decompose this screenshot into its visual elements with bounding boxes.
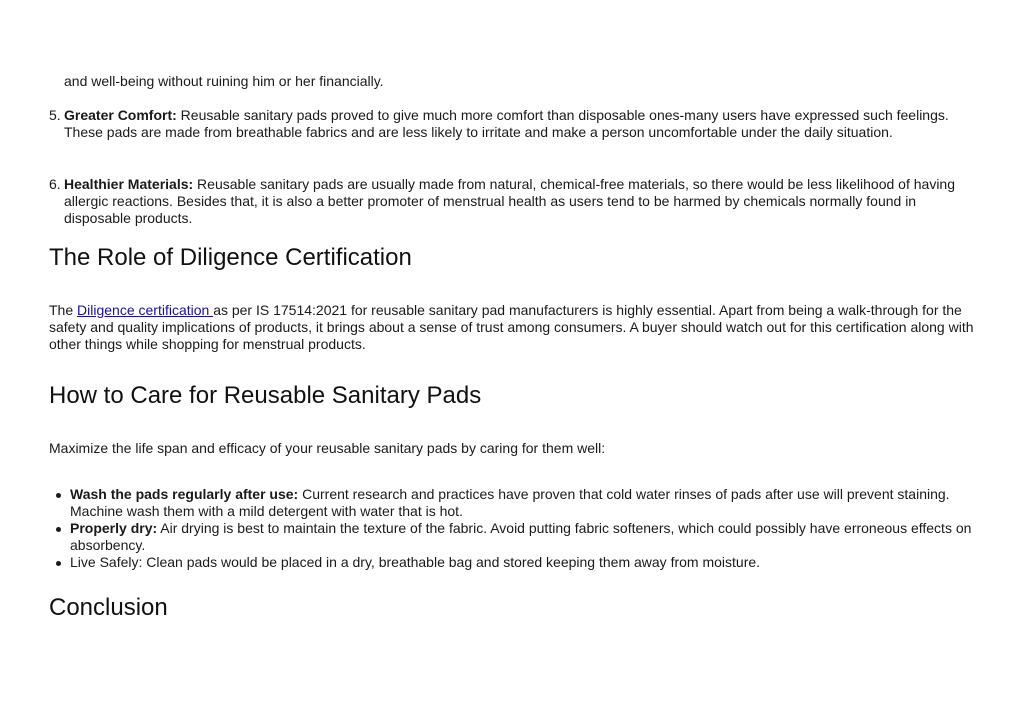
heading-how-to-care: How to Care for Reusable Sanitary Pads	[49, 382, 482, 409]
bullet-text: Live Safely: Clean pads would be placed in a dry, breathable bag and stored keeping them away from moisture.	[70, 554, 761, 570]
list-item-body	[64, 176, 974, 227]
bullet-dot	[56, 561, 61, 566]
paragraph-diligence-certification	[49, 302, 974, 353]
bullet-text: Air drying is best to maintain the texture of the fabric. Avoid putting fabric softeners, which could possibly have erroneous effects on absorbency.	[70, 520, 972, 553]
bullet-dot	[56, 527, 61, 532]
care-bullet-list	[49, 486, 974, 571]
list-item-label: Healthier Materials:	[64, 176, 194, 192]
bullet-item-store	[49, 554, 974, 571]
continued-list-text: and well-being without ruining him or her financially.	[64, 73, 384, 89]
list-item-greater-comfort	[49, 107, 974, 141]
heading-conclusion: Conclusion	[49, 594, 168, 621]
bullet-item-dry	[49, 520, 974, 554]
diligence-certification-link[interactable]: Diligence certification	[77, 302, 214, 318]
bullet-text: Current research and practices have proven that cold water rinses of pads after use will prevent staining. Machine wash them with a mild detergent with water that is hot.	[70, 486, 950, 519]
list-item-text: Reusable sanitary pads are usually made from natural, chemical-free materials, so there would be less likelihood of having allergic reactions. Besides that, it is also a better promoter of menstrual health as users tend to be harmed by chemicals normally found in disposable products.	[64, 176, 956, 226]
list-item-body	[64, 107, 974, 141]
bullet-dot	[56, 493, 61, 498]
list-item-text: Reusable sanitary pads proved to give much more comfort than disposable ones-many users have expressed such feelings. These pads are made from breathable fabrics and are less likely to irritate and make a person uncomfortable under the daily situation.	[64, 107, 949, 140]
paragraph-care-intro: Maximize the life span and efficacy of your reusable sanitary pads by caring for them well:	[49, 440, 606, 456]
list-item-healthier-materials	[49, 176, 974, 227]
list-number: 5.	[49, 107, 61, 123]
heading-role-of-diligence-certification: The Role of Diligence Certification	[49, 244, 412, 271]
bullet-label: Wash the pads regularly after use:	[70, 486, 299, 502]
paragraph-text: The	[49, 302, 78, 318]
list-item-label: Greater Comfort:	[64, 107, 177, 123]
list-number: 6.	[49, 176, 61, 192]
bullet-item-wash	[49, 486, 974, 520]
bullet-label: Properly dry:	[70, 520, 158, 536]
paragraph-text: as per IS 17514:2021 for reusable sanitary pad manufacturers is highly essential. Apart from being a walk-through for the safety and quality implications of products, it brings about a sense of trust among consumers. A buyer should watch out for this certification along with other things while shopping for menstrual products.	[49, 302, 974, 352]
